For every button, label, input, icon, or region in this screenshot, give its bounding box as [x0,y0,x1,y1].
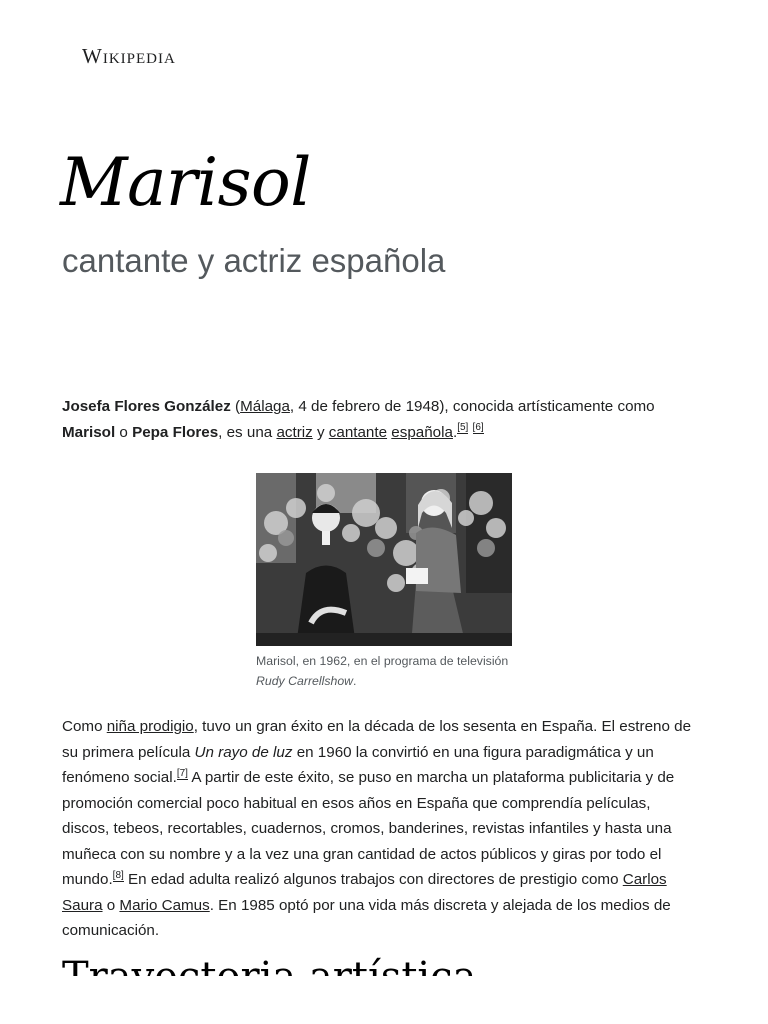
stage-name-marisol: Marisol [62,423,116,441]
body-paragraph: Como niña prodigio, tuvo un gran éxito en la década de los sesenta en España. El estreno de su primera película Un rayo de luz en 1960 la convirtió en una figura paradigmática y un fenómeno social.[7] A partir de este éxito, se puso en marcha un plataforma publicitaria y de promoción comercial poco habitual en esos años en España que comprendía películas, discos, tebeos, recortables, cuadernos, cromos, banderines, revistas infantiles y hasta una muñeca con su nombre y a la vez una gran cantidad de actos públicos y giras por todo el mundo.[8] En edad adulta realizó algunos trabajos con directores de prestigio como Carlos Saura o Mario Camus. En 1985 optó por una vida más discreta y alejada de los medios de comunicación. [62,718,692,939]
figure [256,473,512,691]
ref-8[interactable]: [8] [112,869,124,881]
article-content [62,394,698,944]
ref-6[interactable]: [6] [472,422,484,434]
wikipedia-wordmark[interactable]: Wikipedia [82,44,176,68]
full-name: Josefa Flores González [62,398,231,415]
link-cantante[interactable]: cantante [328,423,388,441]
link-espanola[interactable]: española [391,423,453,441]
link-mario-camus[interactable]: Mario Camus [119,896,210,914]
intro-paragraph: Josefa Flores González (Málaga, 4 de febrero de 1948), conocida artísticamente como Marisol o Pepa Flores, es una actriz y cantante española.[5] [6] [62,398,655,441]
link-carlos-saura[interactable]: Carlos Saura [62,871,667,914]
ref-5[interactable]: [5] [457,422,469,434]
stage-name-pepa-flores: Pepa Flores [132,423,219,441]
link-malaga[interactable]: Málaga [240,398,290,415]
page-title: Marisol [60,144,311,221]
viewport-cutoff [0,976,768,1024]
link-nina-prodigio[interactable]: niña prodigio [106,718,194,735]
ref-7[interactable]: [7] [176,767,188,779]
link-actriz[interactable]: actriz [276,423,313,441]
page-subtitle: cantante y actriz española [62,242,446,279]
photo-marisol-1962[interactable] [256,473,512,646]
film-title: Un rayo de luz [194,743,293,761]
figure-caption: Marisol, en 1962, en el programa de televisión Rudy Carrellshow. [256,654,509,688]
